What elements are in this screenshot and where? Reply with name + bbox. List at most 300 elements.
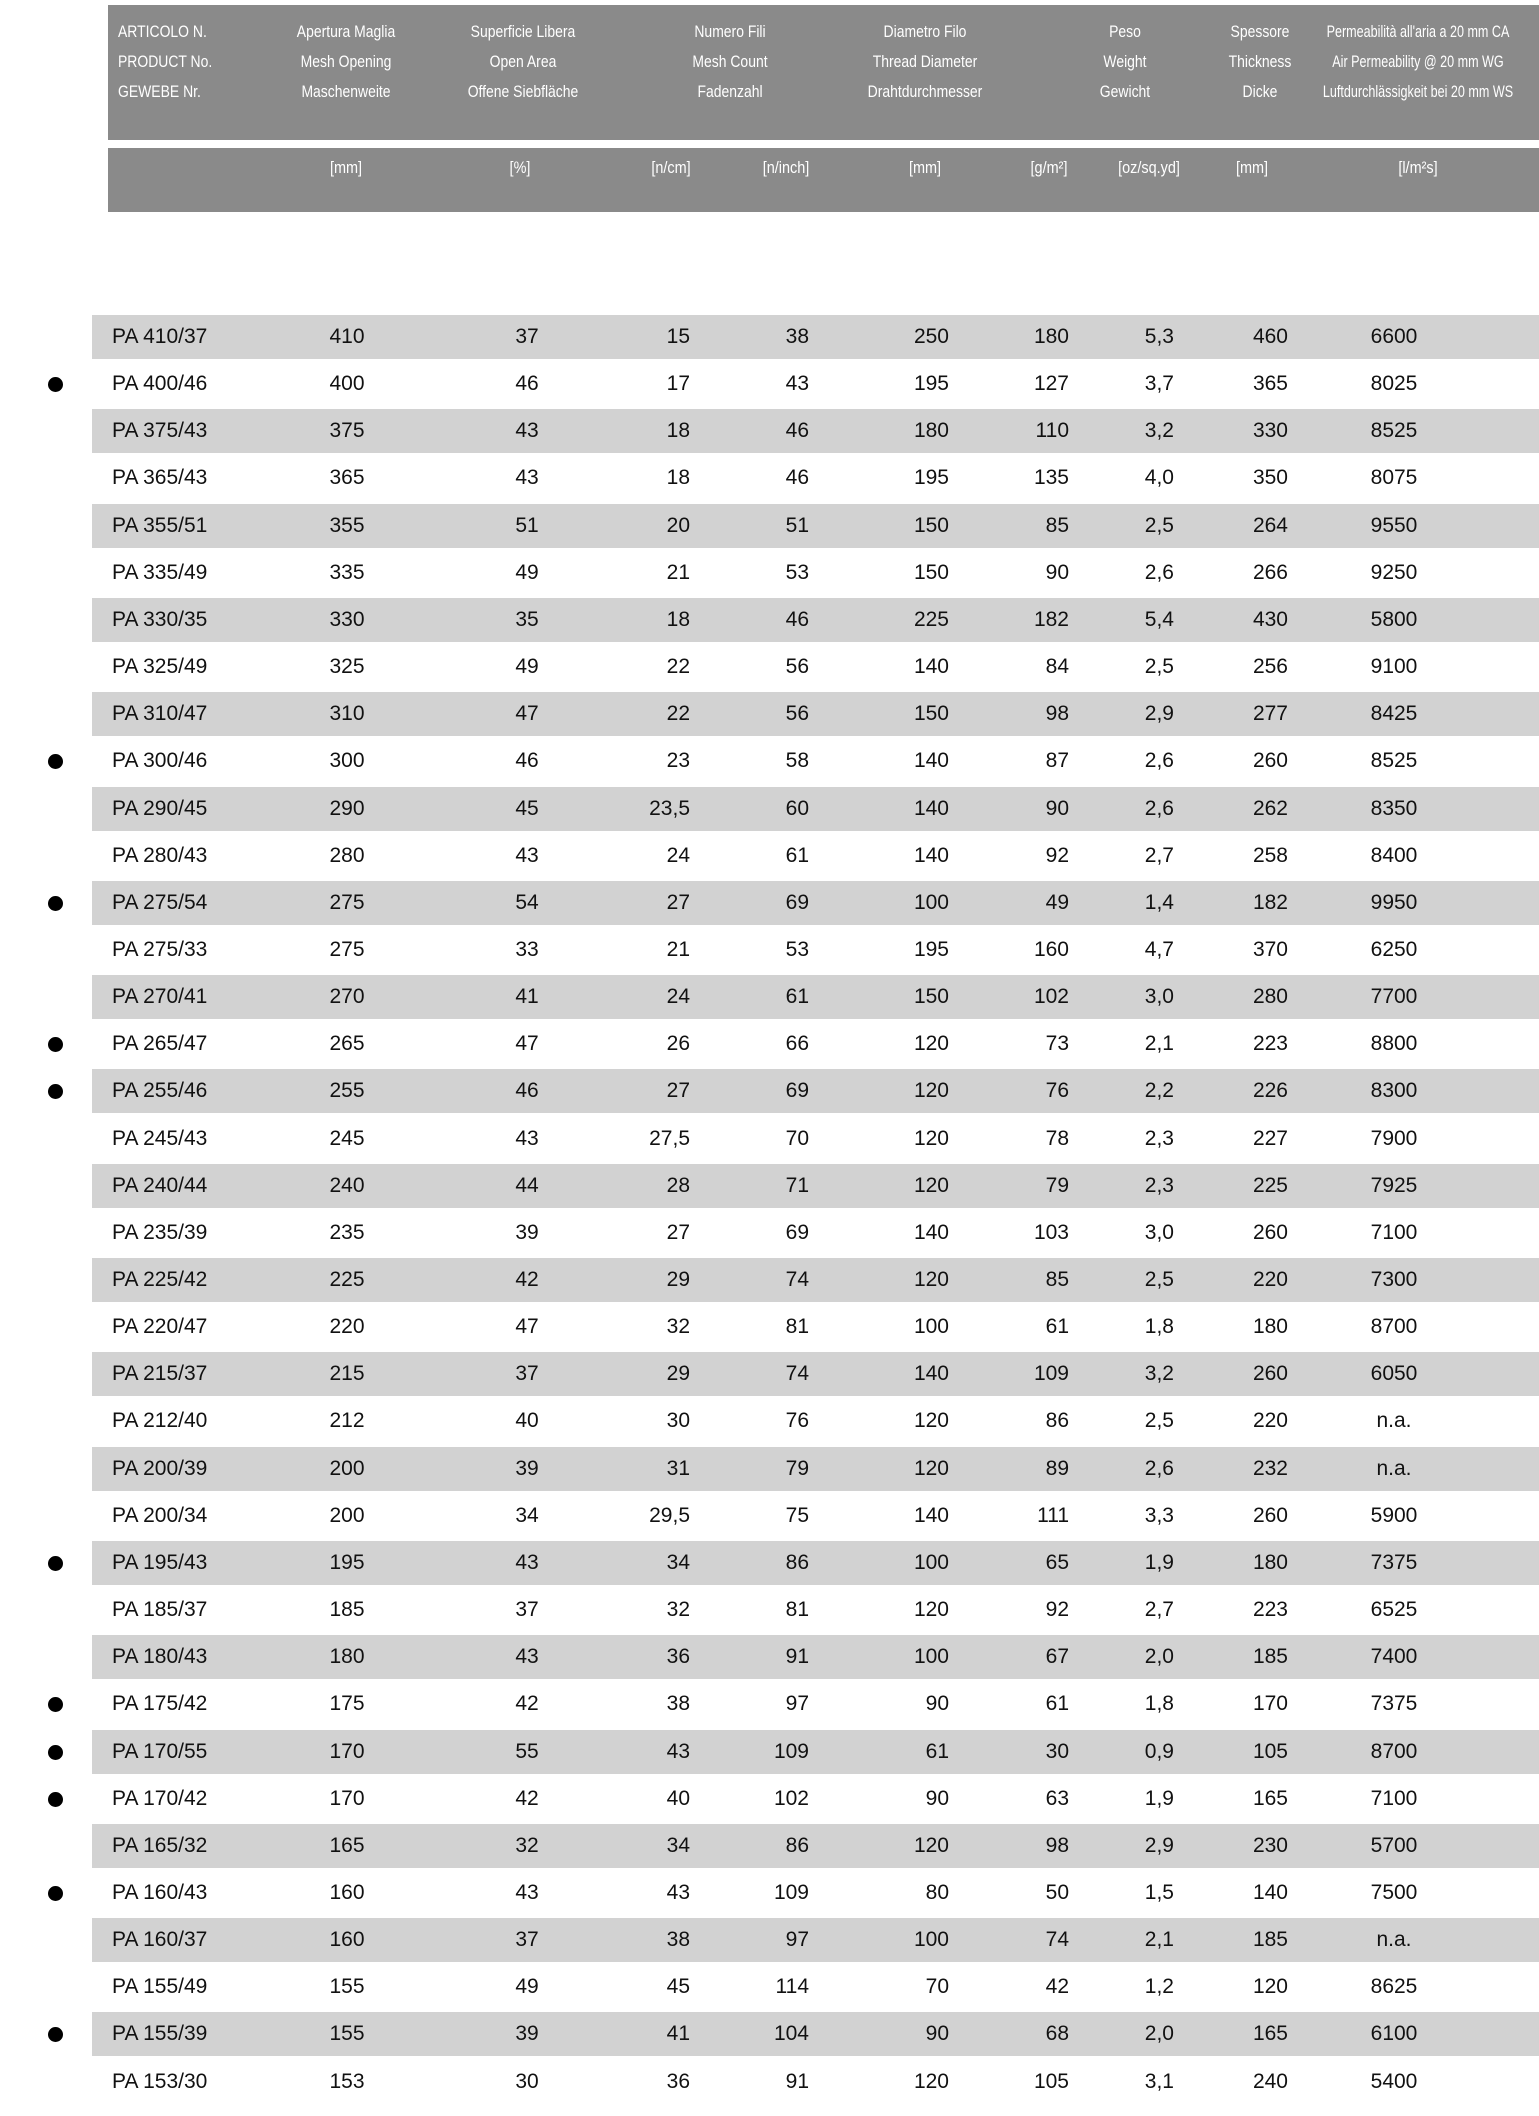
cell-mesh-opening: 195 [329,1551,365,1574]
cell-weight-oz: 1,9 [1144,1787,1174,1810]
cell-product: PA 330/35 [112,608,208,631]
cell-open-area: 39 [515,1457,539,1480]
cell-open-area: 42 [515,1268,539,1291]
cell-mesh-opening: 175 [329,1692,365,1715]
cell-air-permeability: 6250 [1370,938,1418,961]
table-row [92,692,1539,736]
table-row [92,1399,1539,1443]
cell-mesh-count-cm: 40 [666,1787,690,1810]
cell-product: PA 200/34 [112,1504,208,1527]
table-row [92,1164,1539,1208]
cell-weight-oz: 3,2 [1144,419,1174,442]
cell-weight-gm2: 76 [1045,1079,1069,1102]
cell-air-permeability: 8425 [1370,702,1418,725]
cell-mesh-count-inch: 81 [785,1598,809,1621]
cell-open-area: 37 [515,325,539,348]
cell-weight-gm2: 30 [1045,1740,1069,1763]
table-row [92,456,1539,500]
table-row [92,881,1539,925]
cell-mesh-count-inch: 97 [785,1928,809,1951]
cell-mesh-opening: 335 [329,561,365,584]
cell-product: PA 160/37 [112,1928,208,1951]
cell-product: PA 212/40 [112,1409,208,1432]
cell-mesh-opening: 280 [329,844,365,867]
cell-thickness: 258 [1252,844,1288,867]
header-thickness: Spessore Thickness Dicke [1228,22,1292,101]
cell-air-permeability: 6600 [1370,325,1418,348]
cell-weight-gm2: 90 [1045,797,1069,820]
cell-thread-diameter: 90 [925,1692,949,1715]
table-row [92,1965,1539,2009]
cell-open-area: 44 [515,1174,539,1197]
cell-air-permeability: 5700 [1370,1834,1418,1857]
cell-weight-gm2: 98 [1045,1834,1069,1857]
cell-thickness: 140 [1252,1881,1288,1904]
cell-product: PA 165/32 [112,1834,208,1857]
unit-weight-gm2: [g/m²] [1030,158,1068,177]
cell-weight-gm2: 127 [1033,372,1069,395]
table-row [92,1494,1539,1538]
table-row [92,504,1539,548]
cell-thread-diameter: 90 [925,1787,949,1810]
cell-mesh-count-inch: 60 [785,797,809,820]
cell-open-area: 49 [515,561,539,584]
cell-thickness: 365 [1252,372,1288,395]
cell-open-area: 39 [515,2022,539,2045]
cell-weight-gm2: 68 [1045,2022,1069,2045]
cell-mesh-opening: 225 [329,1268,365,1291]
table-header [108,5,1539,140]
cell-mesh-opening: 170 [329,1787,365,1810]
cell-thickness: 264 [1252,514,1288,537]
cell-weight-gm2: 84 [1045,655,1069,678]
cell-mesh-count-cm: 29,5 [649,1504,690,1527]
cell-product: PA 255/46 [112,1079,208,1102]
cell-thread-diameter: 100 [913,1315,949,1338]
cell-air-permeability: 6525 [1370,1598,1418,1621]
cell-weight-gm2: 89 [1045,1457,1069,1480]
cell-thickness: 165 [1252,2022,1288,2045]
cell-thickness: 223 [1252,1598,1288,1621]
cell-weight-gm2: 49 [1045,891,1069,914]
cell-mesh-count-cm: 15 [666,325,690,348]
cell-air-permeability: 7300 [1370,1268,1418,1291]
cell-mesh-opening: 270 [329,985,365,1008]
cell-mesh-count-inch: 43 [785,372,809,395]
cell-open-area: 39 [515,1221,539,1244]
cell-mesh-count-inch: 75 [785,1504,809,1527]
cell-thread-diameter: 180 [913,419,949,442]
cell-thickness: 180 [1252,1551,1288,1574]
cell-weight-gm2: 61 [1045,1315,1069,1338]
cell-air-permeability: 8025 [1370,372,1418,395]
cell-mesh-opening: 400 [329,372,365,395]
cell-mesh-count-cm: 27 [666,891,690,914]
cell-mesh-count-cm: 18 [666,466,690,489]
cell-mesh-opening: 155 [329,2022,365,2045]
cell-weight-gm2: 102 [1033,985,1069,1008]
cell-mesh-count-inch: 104 [773,2022,809,2045]
cell-product: PA 220/47 [112,1315,208,1338]
header-thread-diameter: Diametro Filo Thread Diameter Drahtdurchmesser [867,22,983,101]
cell-product: PA 280/43 [112,844,208,867]
table-row [92,645,1539,689]
cell-weight-oz: 3,2 [1144,1362,1174,1385]
cell-weight-gm2: 61 [1045,1692,1069,1715]
cell-weight-oz: 1,8 [1144,1692,1174,1715]
table-row [92,315,1539,359]
cell-open-area: 40 [515,1409,539,1432]
cell-thickness: 370 [1252,938,1288,961]
cell-weight-oz: 0,9 [1144,1740,1174,1763]
cell-thread-diameter: 150 [913,514,949,537]
cell-thread-diameter: 150 [913,702,949,725]
cell-thickness: 350 [1252,466,1288,489]
cell-thread-diameter: 120 [913,1174,949,1197]
cell-mesh-count-inch: 81 [785,1315,809,1338]
cell-thread-diameter: 140 [913,1362,949,1385]
cell-open-area: 51 [515,514,539,537]
cell-thickness: 260 [1252,1362,1288,1385]
cell-mesh-opening: 235 [329,1221,365,1244]
cell-mesh-count-cm: 22 [666,655,690,678]
unit-open-area: [%] [509,158,531,177]
cell-mesh-count-inch: 97 [785,1692,809,1715]
cell-air-permeability: 7700 [1370,985,1418,1008]
cell-open-area: 42 [515,1692,539,1715]
cell-open-area: 43 [515,419,539,442]
cell-thread-diameter: 195 [913,372,949,395]
cell-mesh-count-inch: 109 [773,1881,809,1904]
table-row [92,362,1539,406]
unit-air-permeability: [l/m²s] [1398,158,1438,177]
cell-weight-oz: 5,3 [1144,325,1174,348]
cell-air-permeability: n.a. [1376,1928,1412,1951]
cell-mesh-count-inch: 102 [773,1787,809,1810]
cell-thickness: 120 [1252,1975,1288,1998]
table-row [92,409,1539,453]
cell-product: PA 240/44 [112,1174,208,1197]
cell-thickness: 226 [1252,1079,1288,1102]
cell-open-area: 47 [515,1032,539,1055]
cell-air-permeability: 9100 [1370,655,1418,678]
cell-mesh-count-cm: 30 [666,1409,690,1432]
cell-weight-gm2: 73 [1045,1032,1069,1055]
unit-mesh-opening: [mm] [329,158,363,177]
cell-mesh-count-cm: 41 [666,2022,690,2045]
cell-open-area: 42 [515,1787,539,1810]
cell-open-area: 34 [515,1504,539,1527]
cell-weight-gm2: 85 [1045,1268,1069,1291]
bullet-dot-icon [48,2027,63,2042]
cell-product: PA 225/42 [112,1268,208,1291]
cell-thickness: 240 [1252,2070,1288,2093]
cell-weight-oz: 2,9 [1144,1834,1174,1857]
cell-weight-oz: 5,4 [1144,608,1174,631]
cell-air-permeability: 7375 [1370,1692,1418,1715]
cell-weight-gm2: 74 [1045,1928,1069,1951]
cell-thread-diameter: 100 [913,891,949,914]
cell-open-area: 49 [515,1975,539,1998]
cell-mesh-opening: 170 [329,1740,365,1763]
cell-product: PA 195/43 [112,1551,208,1574]
cell-weight-oz: 2,0 [1144,2022,1174,2045]
cell-weight-gm2: 78 [1045,1127,1069,1150]
cell-thread-diameter: 195 [913,466,949,489]
cell-product: PA 170/55 [112,1740,208,1763]
cell-thickness: 185 [1252,1645,1288,1668]
cell-weight-gm2: 103 [1033,1221,1069,1244]
cell-open-area: 37 [515,1362,539,1385]
table-row [92,551,1539,595]
cell-mesh-opening: 255 [329,1079,365,1102]
cell-mesh-count-cm: 29 [666,1268,690,1291]
cell-thickness: 105 [1252,1740,1288,1763]
cell-mesh-count-inch: 46 [785,466,809,489]
table-row [92,1682,1539,1726]
cell-mesh-opening: 275 [329,891,365,914]
cell-air-permeability: 7925 [1370,1174,1418,1197]
table-row [92,787,1539,831]
cell-air-permeability: 7375 [1370,1551,1418,1574]
cell-mesh-count-inch: 86 [785,1834,809,1857]
header-mesh-count: Numero Fili Mesh Count Fadenzahl [692,22,768,101]
cell-weight-gm2: 42 [1045,1975,1069,1998]
cell-product: PA 245/43 [112,1127,208,1150]
units-header [108,148,1539,212]
cell-product: PA 375/43 [112,419,208,442]
cell-weight-oz: 2,0 [1144,1645,1174,1668]
bullet-dot-icon [48,1084,63,1099]
cell-thickness: 260 [1252,749,1288,772]
cell-weight-oz: 3,0 [1144,985,1174,1008]
cell-mesh-count-inch: 56 [785,655,809,678]
cell-weight-gm2: 50 [1045,1881,1069,1904]
cell-thread-diameter: 100 [913,1551,949,1574]
cell-air-permeability: 8525 [1370,749,1418,772]
cell-thickness: 182 [1252,891,1288,914]
cell-mesh-count-cm: 36 [666,2070,690,2093]
cell-weight-oz: 1,9 [1144,1551,1174,1574]
cell-mesh-count-inch: 58 [785,749,809,772]
cell-air-permeability: 7900 [1370,1127,1418,1150]
cell-thickness: 430 [1252,608,1288,631]
cell-air-permeability: n.a. [1376,1409,1412,1432]
cell-thread-diameter: 140 [913,797,949,820]
cell-mesh-opening: 155 [329,1975,365,1998]
cell-weight-gm2: 109 [1033,1362,1069,1385]
cell-weight-gm2: 98 [1045,702,1069,725]
cell-open-area: 43 [515,1127,539,1150]
bullet-dot-icon [48,1037,63,1052]
cell-thread-diameter: 120 [913,1268,949,1291]
cell-mesh-count-cm: 24 [666,985,690,1008]
cell-air-permeability: 5400 [1370,2070,1418,2093]
cell-mesh-opening: 240 [329,1174,365,1197]
cell-thread-diameter: 140 [913,1504,949,1527]
cell-open-area: 46 [515,749,539,772]
cell-weight-oz: 1,2 [1144,1975,1174,1998]
cell-air-permeability: 7500 [1370,1881,1418,1904]
header-product: ARTICOLO N. PRODUCT No. GEWEBE Nr. [118,22,213,101]
cell-weight-oz: 3,1 [1144,2070,1174,2093]
cell-weight-gm2: 63 [1045,1787,1069,1810]
cell-mesh-count-inch: 91 [785,2070,809,2093]
cell-mesh-opening: 220 [329,1315,365,1338]
cell-mesh-opening: 290 [329,797,365,820]
cell-open-area: 32 [515,1834,539,1857]
cell-product: PA 275/54 [112,891,208,914]
table-row [92,1871,1539,1915]
cell-air-permeability: 7100 [1370,1221,1418,1244]
cell-mesh-opening: 310 [329,702,365,725]
cell-mesh-opening: 365 [329,466,365,489]
cell-thread-diameter: 140 [913,655,949,678]
cell-thickness: 256 [1252,655,1288,678]
table-row [92,928,1539,972]
cell-mesh-count-inch: 69 [785,1221,809,1244]
cell-product: PA 410/37 [112,325,208,348]
cell-air-permeability: 7400 [1370,1645,1418,1668]
cell-mesh-count-inch: 69 [785,1079,809,1102]
cell-thread-diameter: 140 [913,749,949,772]
cell-thickness: 460 [1252,325,1288,348]
table-row [92,1352,1539,1396]
cell-thread-diameter: 120 [913,1079,949,1102]
cell-mesh-opening: 212 [329,1409,365,1432]
cell-thread-diameter: 120 [913,1598,949,1621]
unit-thickness: [mm] [1235,158,1269,177]
cell-mesh-count-cm: 23,5 [649,797,690,820]
cell-open-area: 37 [515,1928,539,1951]
cell-mesh-opening: 325 [329,655,365,678]
cell-air-permeability: 8700 [1370,1740,1418,1763]
cell-thickness: 225 [1252,1174,1288,1197]
cell-mesh-count-inch: 70 [785,1127,809,1150]
table-row [92,1211,1539,1255]
cell-product: PA 365/43 [112,466,208,489]
cell-weight-oz: 2,7 [1144,1598,1174,1621]
cell-weight-oz: 3,3 [1144,1504,1174,1527]
cell-air-permeability: 6100 [1370,2022,1418,2045]
cell-air-permeability: 7100 [1370,1787,1418,1810]
cell-thread-diameter: 80 [925,1881,949,1904]
table-row [92,1447,1539,1491]
cell-air-permeability: 6050 [1370,1362,1418,1385]
cell-weight-gm2: 90 [1045,561,1069,584]
cell-mesh-count-inch: 91 [785,1645,809,1668]
cell-open-area: 46 [515,372,539,395]
cell-weight-oz: 2,5 [1144,1409,1174,1432]
table-row [92,1117,1539,1161]
cell-weight-oz: 2,5 [1144,655,1174,678]
cell-weight-gm2: 92 [1045,844,1069,867]
cell-air-permeability: 9950 [1370,891,1418,914]
cell-open-area: 55 [515,1740,539,1763]
cell-mesh-count-inch: 61 [785,985,809,1008]
cell-open-area: 30 [515,2070,539,2093]
cell-open-area: 54 [515,891,539,914]
cell-mesh-count-cm: 43 [666,1740,690,1763]
cell-weight-gm2: 180 [1033,325,1069,348]
cell-thickness: 170 [1252,1692,1288,1715]
cell-thread-diameter: 140 [913,844,949,867]
cell-mesh-count-cm: 45 [666,1975,690,1998]
cell-air-permeability: 8525 [1370,419,1418,442]
cell-weight-oz: 1,5 [1144,1881,1174,1904]
cell-weight-gm2: 105 [1033,2070,1069,2093]
cell-mesh-opening: 330 [329,608,365,631]
cell-mesh-count-inch: 56 [785,702,809,725]
cell-product: PA 175/42 [112,1692,208,1715]
cell-product: PA 335/49 [112,561,208,584]
cell-mesh-opening: 275 [329,938,365,961]
cell-mesh-count-cm: 20 [666,514,690,537]
cell-mesh-count-cm: 18 [666,419,690,442]
cell-weight-oz: 2,7 [1144,844,1174,867]
cell-weight-oz: 2,6 [1144,1457,1174,1480]
cell-mesh-count-inch: 51 [785,514,809,537]
cell-mesh-count-inch: 46 [785,419,809,442]
bullet-dot-icon [48,1792,63,1807]
cell-open-area: 43 [515,1881,539,1904]
cell-thread-diameter: 140 [913,1221,949,1244]
cell-weight-oz: 4,0 [1144,466,1174,489]
cell-thread-diameter: 225 [913,608,949,631]
table-row [92,598,1539,642]
cell-product: PA 290/45 [112,797,208,820]
cell-mesh-count-inch: 79 [785,1457,809,1480]
cell-product: PA 180/43 [112,1645,208,1668]
cell-mesh-count-cm: 34 [666,1551,690,1574]
cell-thread-diameter: 195 [913,938,949,961]
table-row [92,2060,1539,2104]
cell-mesh-opening: 410 [329,325,365,348]
cell-mesh-count-inch: 71 [785,1174,809,1197]
cell-weight-oz: 2,2 [1144,1079,1174,1102]
cell-mesh-count-inch: 38 [785,325,809,348]
cell-mesh-opening: 165 [329,1834,365,1857]
cell-weight-oz: 2,1 [1144,1928,1174,1951]
header-open-area: Superficie Libera Open Area Offene Siebfläche [467,22,579,101]
cell-open-area: 46 [515,1079,539,1102]
cell-weight-oz: 1,8 [1144,1315,1174,1338]
table-row [92,1588,1539,1632]
cell-product: PA 300/46 [112,749,208,772]
cell-thread-diameter: 61 [925,1740,949,1763]
cell-thread-diameter: 250 [913,325,949,348]
cell-thickness: 260 [1252,1504,1288,1527]
cell-mesh-count-inch: 53 [785,938,809,961]
cell-mesh-opening: 160 [329,1928,365,1951]
cell-thread-diameter: 100 [913,1928,949,1951]
cell-mesh-opening: 185 [329,1598,365,1621]
cell-thickness: 185 [1252,1928,1288,1951]
cell-mesh-count-cm: 32 [666,1315,690,1338]
cell-mesh-count-inch: 86 [785,1551,809,1574]
cell-weight-gm2: 67 [1045,1645,1069,1668]
cell-thread-diameter: 120 [913,1457,949,1480]
cell-weight-oz: 2,9 [1144,702,1174,725]
cell-weight-oz: 2,1 [1144,1032,1174,1055]
bullet-dot-icon [48,1886,63,1901]
cell-open-area: 43 [515,844,539,867]
cell-weight-oz: 2,5 [1144,514,1174,537]
cell-thickness: 180 [1252,1315,1288,1338]
table-row [92,1258,1539,1302]
cell-mesh-count-cm: 24 [666,844,690,867]
cell-open-area: 47 [515,1315,539,1338]
